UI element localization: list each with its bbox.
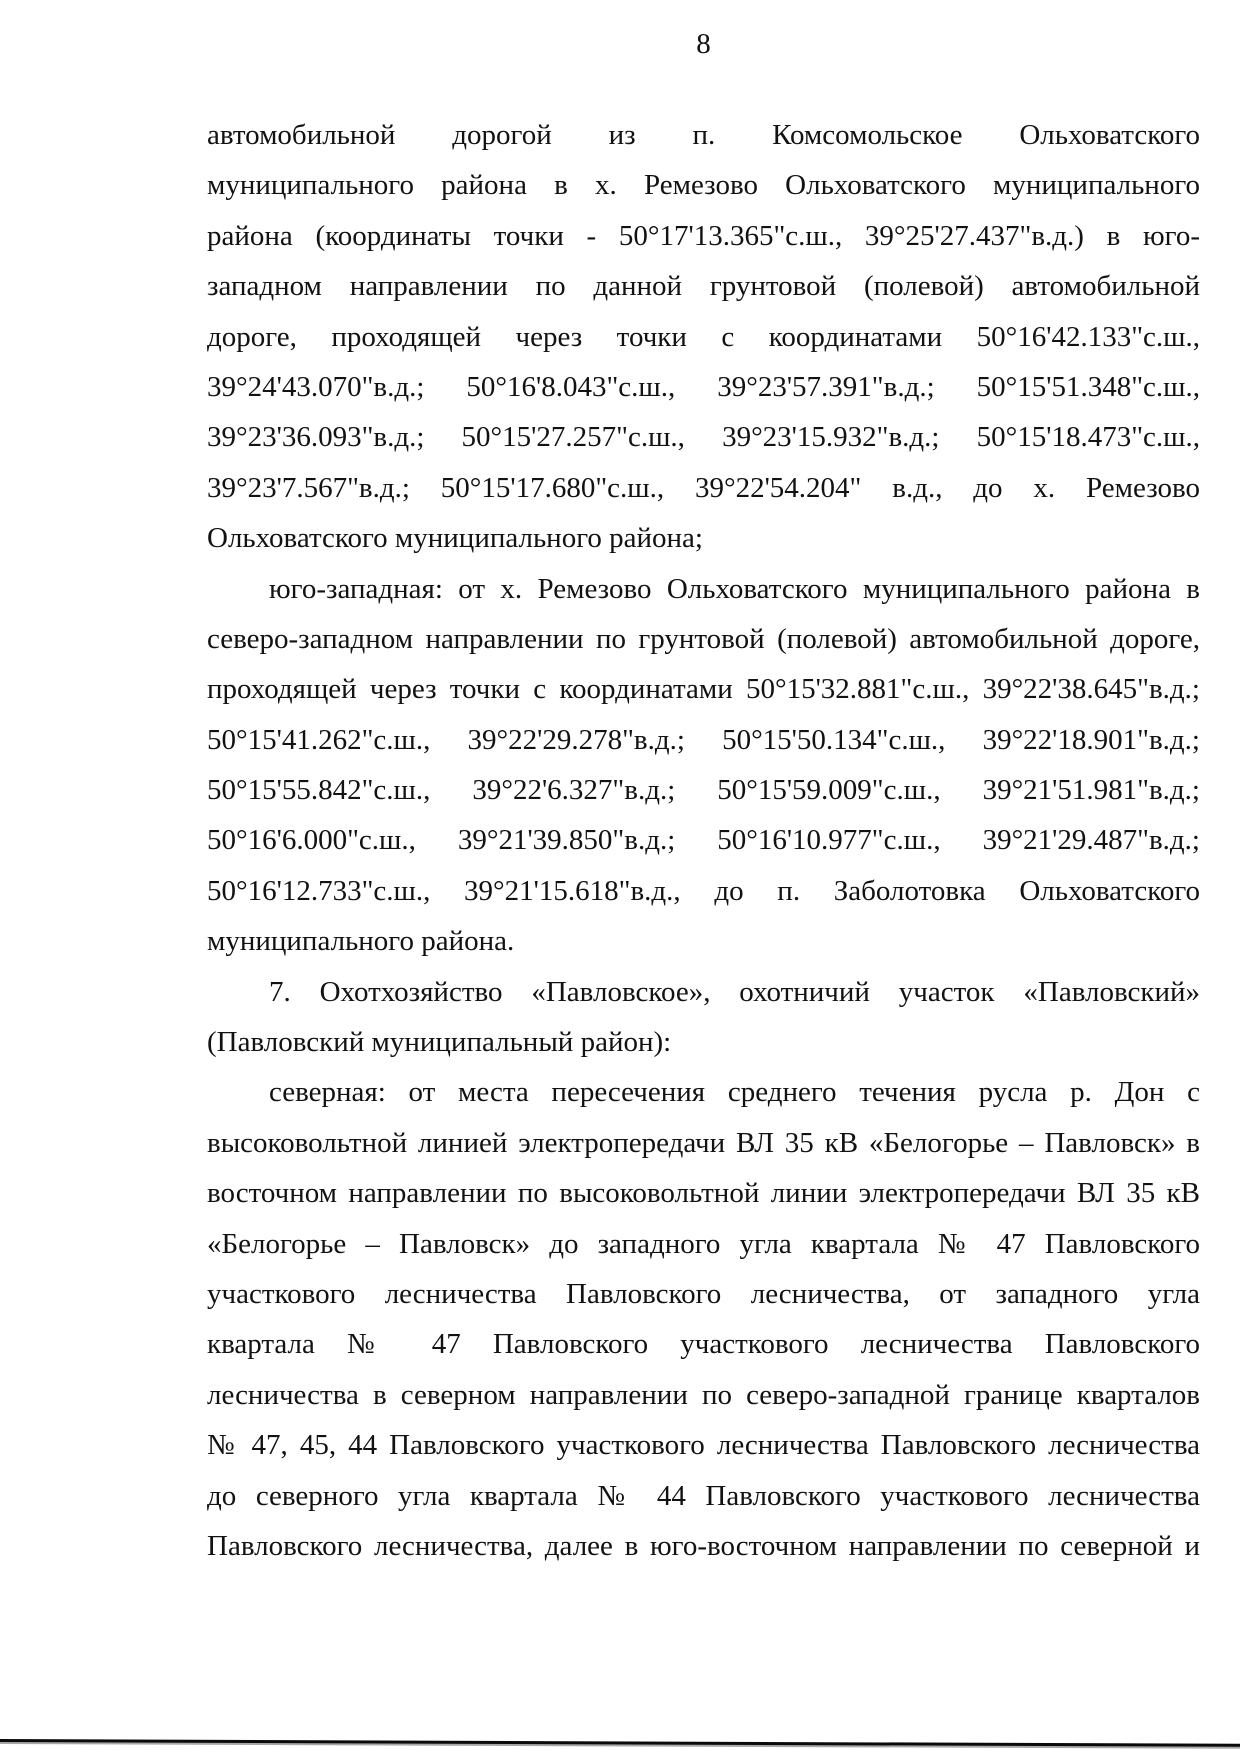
paragraph <box>207 110 1200 564</box>
text-line: 50°15'55.842"с.ш., 39°22'6.327"в.д.; 50°15'59.009"с.ш., 39°21'51.981"в.д.; <box>207 774 1200 807</box>
text-line: до северного угла квартала № 44 Павловского участкового лесничества <box>207 1479 1200 1512</box>
text-line: муниципального района. <box>207 925 515 958</box>
text-line: 50°16'12.733"с.ш., 39°21'15.618"в.д., до п. Заболотовка Ольховатского <box>207 874 1200 907</box>
text-line: 50°15'41.262"с.ш., 39°22'29.278"в.д.; 50°15'50.134"с.ш., 39°22'18.901"в.д.; <box>207 723 1200 756</box>
paragraph <box>207 1067 1200 1571</box>
text-line: Павловского лесничества, далее в юго-восточном направлении по северной и <box>207 1529 1200 1562</box>
text-line: восточном направлении по высоковольтной линии электропередачи ВЛ 35 кВ <box>207 1177 1200 1210</box>
text-line: 39°23'36.093"в.д.; 50°15'27.257"с.ш., 39°23'15.932"в.д.; 50°15'18.473"с.ш., <box>207 421 1200 454</box>
text-line: 39°23'7.567"в.д.; 50°15'17.680"с.ш., 39°22'54.204" в.д., до х. Ремезово <box>207 471 1200 504</box>
text-line: юго-западная: от х. Ремезово Ольховатского муниципального района в <box>269 572 1200 605</box>
text-line: проходящей через точки с координатами 50°15'32.881"с.ш., 39°22'38.645"в.д.; <box>207 673 1200 706</box>
text-line: высоковольтной линией электропередачи ВЛ 35 кВ «Белогорье – Павловск» в <box>207 1126 1200 1159</box>
text-line: 50°16'6.000"с.ш., 39°21'39.850"в.д.; 50°16'10.977"с.ш., 39°21'29.487"в.д.; <box>207 824 1200 857</box>
text-line: 7. Охотхозяйство «Павловское», охотничий участок «Павловский» <box>269 975 1200 1008</box>
text-line: района (координаты точки - 50°17'13.365"с.ш., 39°25'27.437"в.д.) в юго- <box>207 219 1200 252</box>
text-line: автомобильной дорогой из п. Комсомольское Ольховатского <box>207 119 1200 151</box>
text-line: дороге, проходящей через точки с координатами 50°16'42.133"с.ш., <box>207 320 1200 353</box>
paragraph <box>207 564 1200 967</box>
scan-edge-line <box>0 1739 1240 1747</box>
text-line: «Белогорье – Павловск» до западного угла квартала № 47 Павловского <box>207 1227 1200 1260</box>
text-line: муниципального района в х. Ремезово Ольховатского муниципального <box>207 169 1200 202</box>
text-line: северо-западном направлении по грунтовой (полевой) автомобильной дороге, <box>207 622 1200 655</box>
page-number: 8 <box>696 28 711 60</box>
text-line: 39°24'43.070"в.д.; 50°16'8.043"с.ш., 39°23'57.391"в.д.; 50°15'51.348"с.ш., <box>207 370 1200 403</box>
text-line: № 47, 45, 44 Павловского участкового лесничества Павловского лесничества <box>207 1429 1200 1462</box>
text-line: Ольховатского муниципального района; <box>207 522 703 555</box>
text-line: участкового лесничества Павловского лесничества, от западного угла <box>207 1277 1200 1310</box>
text-line: лесничества в северном направлении по северо-западной границе кварталов <box>207 1378 1200 1411</box>
text-line: западном направлении по данной грунтовой (полевой) автомобильной <box>207 270 1200 303</box>
text-line: (Павловский муниципальный район): <box>207 1026 672 1059</box>
text-line: северная: от места пересечения среднего течения русла р. Дон с <box>269 1076 1200 1109</box>
text-line: квартала № 47 Павловского участкового лесничества Павловского <box>207 1328 1200 1361</box>
paragraph <box>207 967 1200 1068</box>
document-body <box>207 110 1200 1571</box>
